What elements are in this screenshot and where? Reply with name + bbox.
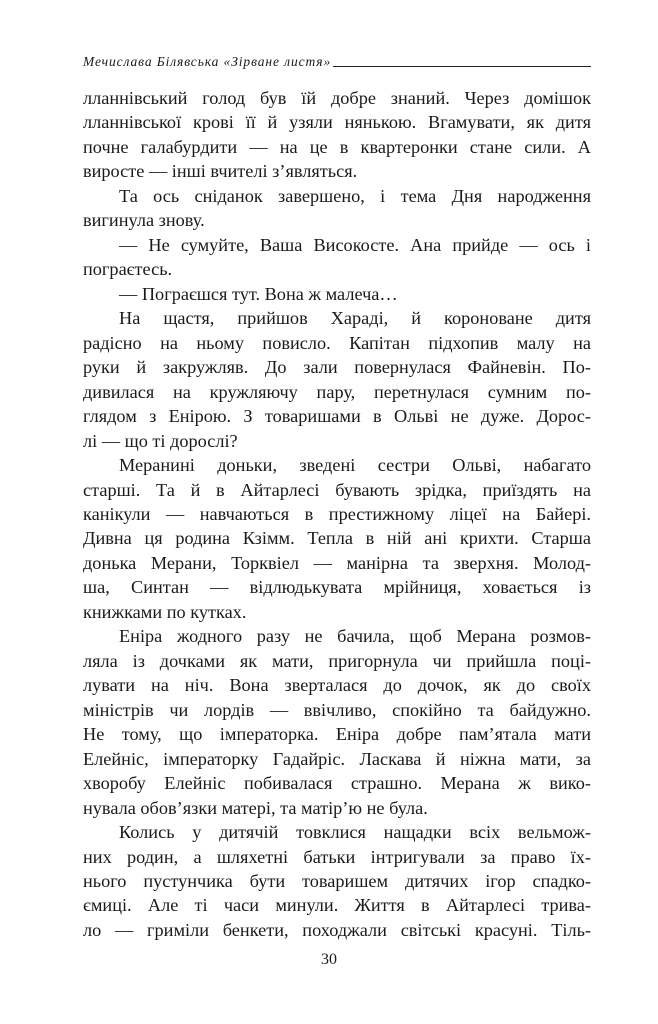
text-line: пограєтесь. (83, 259, 173, 280)
text-line: міністрів чи лордів — ввічливо, спокійно та байдужно. (83, 699, 591, 720)
text-line: книжками по кутках. (83, 601, 247, 622)
text-line: ло — гриміли бенкети, походжали світські красуні. Тіль- (83, 919, 591, 940)
text-line: лланнівської крові її й узяли нянькою. Вгамувати, як дитя (83, 112, 591, 133)
text-line: На щастя, прийшов Харадi, й короноване дитя (119, 308, 591, 329)
running-title: Мечислава Білявська «Зірване листя» (83, 54, 332, 69)
text-line: лі — що ті дорослі? (83, 430, 238, 451)
text-line: Не тому, що імператорка. Еніра добре пам’ятала мати (83, 724, 591, 745)
text-line: Еніра жодного разу не бачила, щоб Мерана розмов- (119, 626, 591, 647)
text-line: ємиці. Але ті часи минули. Життя в Айтарлесі трива- (83, 895, 591, 916)
text-line: лланнівський голод був їй добре знаний. Через домішок (83, 88, 591, 108)
text-line: Дивна ця родина Кзімм. Тепла в ній ані крихти. Старша (83, 528, 591, 549)
text-line: почне галабурдити — на це в квартеронки стане сили. А (83, 136, 591, 157)
text-line: старші. Та й в Айтарлесі бувають зрідка, приїздять на (83, 479, 591, 500)
text-line: ляла із дочками як мати, пригорнула чи прийшла поці- (83, 650, 591, 671)
text-line: виросте — інші вчителі з’являться. (83, 161, 358, 182)
text-line: них родин, а шляхетні батьки інтригували за право їх- (83, 846, 591, 867)
text-line: Колись у дитячій товклися нащадки всіх вельмож- (119, 822, 591, 843)
text-line: донька Мерани, Торквіел — манірна та зверхня. Молод- (83, 552, 591, 573)
text-line: дивилася на кружляючу пару, перетнулася сумним по- (83, 381, 591, 402)
text-line: руки й закружляв. До зали повернулася Файневін. По- (83, 357, 591, 378)
page-number: 30 (321, 951, 337, 968)
page-body (83, 86, 591, 942)
text-line: нувала обов’язки матері, та матір’ю не була. (83, 797, 428, 818)
text-line: канікули — навчаються в престижному ліцеї на Байері. (83, 503, 591, 524)
header-rule (333, 66, 591, 67)
text-line: ша, Синтан — відлюдькувата мрійниця, ховається із (83, 577, 591, 598)
text-line: Елейніс, імператорку Гадайріс. Ласкава й ніжна мати, за (83, 748, 591, 769)
text-line: вигинула знову. (83, 210, 205, 231)
running-header (83, 50, 591, 70)
text-line: радісно на ньому повисло. Капітан підхопив малу на (83, 332, 591, 353)
text-line: Та ось сніданок завершено, і тема Дня народження (119, 185, 591, 206)
text-line: глядом з Енірою. З товаришами в Ольві не дуже. Дорос- (83, 406, 591, 427)
text-line: лувати на ніч. Вона зверталася до дочок, як до своїх (83, 675, 591, 696)
text-line: хворобу Елейніс побивалася страшно. Мерана ж вико- (83, 773, 591, 794)
text-line: — Пограєшся тут. Вона ж малеча… (119, 283, 398, 304)
text-line: нього пустунчика бути товаришем дитячих ігор спадко- (83, 871, 591, 891)
text-line: Меранині доньки, зведені сестри Ольві, набагато (119, 455, 591, 476)
text-line: — Не сумуйте, Ваша Високосте. Ана прийде — ось і (119, 234, 591, 255)
